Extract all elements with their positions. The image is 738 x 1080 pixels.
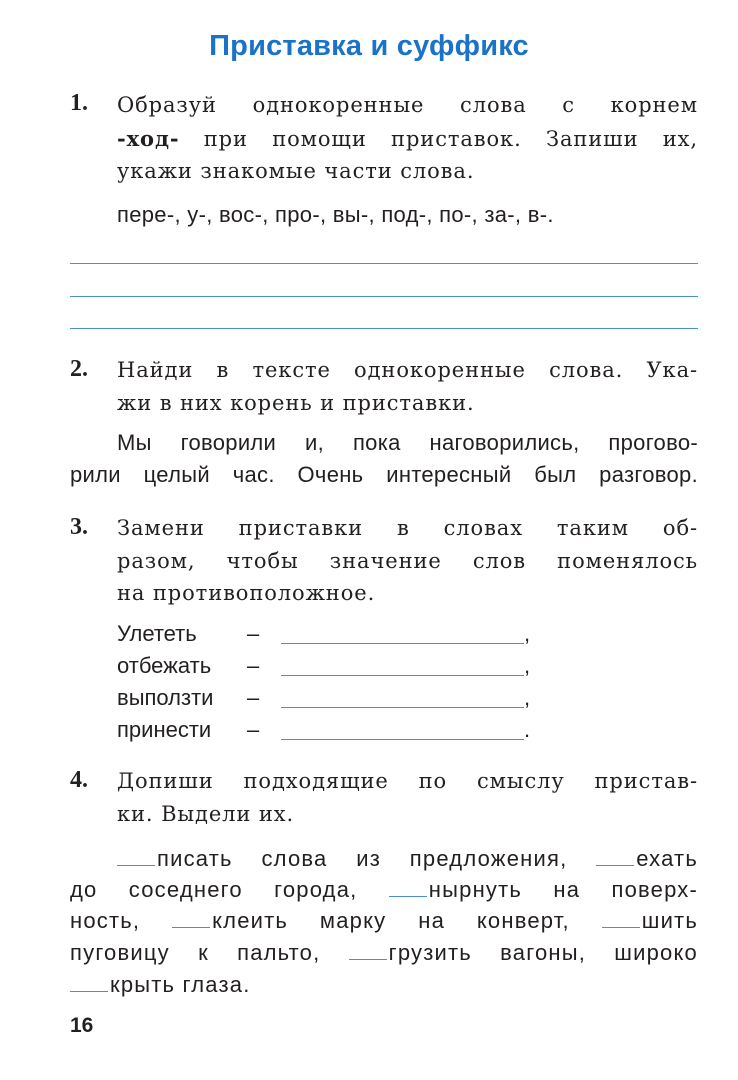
task-4-text: клеить марку на конверт, <box>212 908 570 933</box>
task-2-instruction-line-1: Найди в тексте однокоренные слова. Ука- <box>117 358 698 382</box>
task-3-word: Улететь <box>117 621 197 646</box>
answer-blank[interactable] <box>70 969 108 992</box>
answer-blank[interactable] <box>281 739 524 740</box>
answer-blank[interactable] <box>281 675 524 676</box>
task-1-instruction-line-2-text: при помощи приставок. Запиши их, <box>179 127 698 151</box>
task-4-text: шить <box>641 908 698 933</box>
task-1-instruction-line-3: укажи знакомые части слова. <box>117 159 475 183</box>
task-4-text-line-2 <box>70 874 698 903</box>
answer-blank[interactable] <box>602 905 640 928</box>
task-4-text: писать слова из предложения, <box>157 846 568 871</box>
root-hod: -ход- <box>117 126 180 151</box>
task-2-instruction-line-2: жи в них корень и приставки. <box>117 391 475 415</box>
answer-blank[interactable] <box>596 843 634 866</box>
task-2-text-line-2: рили целый час. Очень интересный был разговор. <box>70 462 698 487</box>
task-3-dash: – <box>247 621 260 646</box>
task-4-text-line-1 <box>117 843 698 872</box>
task-2-text-line-1: Мы говорили и, пока наговорились, прогово- <box>117 430 698 455</box>
task-1-prefix-list: пере-, у-, вос-, про-, вы-, под-, по-, за-, в-. <box>117 202 554 227</box>
task-1-number: 1. <box>70 90 88 116</box>
writing-line-2 <box>70 296 698 297</box>
page-title: Приставка и суффикс <box>209 30 529 62</box>
task-4-number: 4. <box>70 767 88 793</box>
answer-blank[interactable] <box>281 643 524 644</box>
task-3-instruction-line-3: на противоположное. <box>117 581 376 605</box>
task-4-text: пуговицу к пальто, <box>70 940 321 965</box>
task-3-dash: – <box>247 685 260 710</box>
task-3-instruction-line-1: Замени приставки в словах таким об- <box>117 516 698 540</box>
task-1-instruction-line-2 <box>117 126 698 151</box>
task-3-punct: , <box>524 621 531 646</box>
task-3-dash: – <box>247 717 260 742</box>
writing-line-3 <box>70 328 698 329</box>
task-3-dash: – <box>247 653 260 678</box>
task-2-number: 2. <box>70 356 88 382</box>
task-4-text: нырнуть на поверх- <box>428 877 699 902</box>
writing-line-1 <box>70 263 698 264</box>
task-4-text: крыть глаза. <box>110 972 251 997</box>
task-4-instruction-line-2: ки. Выдели их. <box>117 802 295 826</box>
page-number: 16 <box>70 1014 94 1037</box>
task-4-text: ехать <box>636 846 698 871</box>
task-3-punct: , <box>524 685 531 710</box>
task-3-punct: . <box>524 717 531 742</box>
task-4-text: грузить вагоны, широко <box>388 940 698 965</box>
answer-blank[interactable] <box>281 707 524 708</box>
task-3-punct: , <box>524 653 531 678</box>
task-3-instruction-line-2: разом, чтобы значение слов поменялось <box>117 549 698 573</box>
answer-blank[interactable] <box>117 843 155 866</box>
task-3-word: отбежать <box>117 653 212 678</box>
task-4-instruction-line-1: Допиши подходящие по смыслу пристав- <box>117 769 698 793</box>
task-4-text: до соседнего города, <box>70 877 358 902</box>
task-4-text-line-5 <box>70 969 251 998</box>
task-4-text: ность, <box>70 908 141 933</box>
task-1-instruction-line-1: Образуй однокоренные слова с корнем <box>117 93 698 117</box>
task-3-word: выползти <box>117 685 214 710</box>
task-3-word: принести <box>117 717 212 742</box>
task-3-number: 3. <box>70 514 88 540</box>
answer-blank[interactable] <box>389 874 427 897</box>
task-4-text-line-3 <box>70 905 698 934</box>
answer-blank[interactable] <box>349 937 387 960</box>
task-4-text-line-4 <box>70 937 698 966</box>
answer-blank[interactable] <box>172 905 210 928</box>
